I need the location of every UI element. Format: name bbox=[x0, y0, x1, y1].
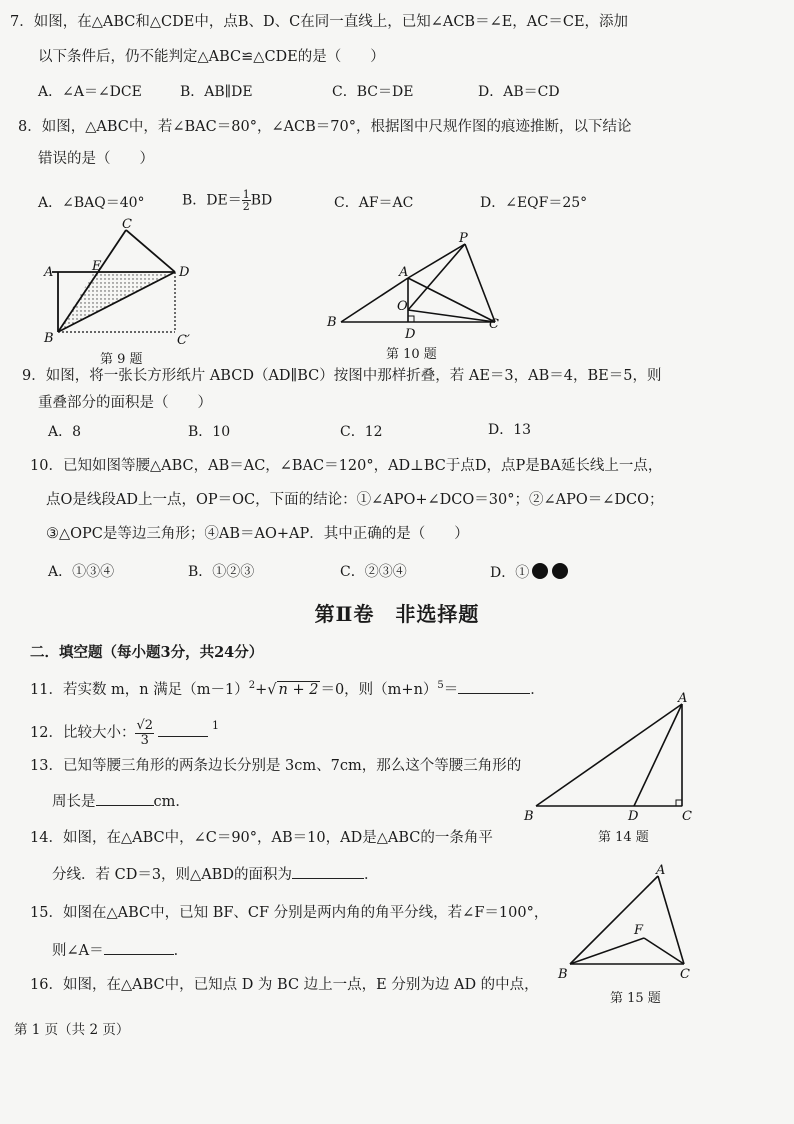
page-footer: 第 1 页（共 2 页） bbox=[14, 1022, 130, 1038]
q8-option-b-prefix: B．DE＝ bbox=[182, 192, 242, 209]
q12-tail: 1 bbox=[212, 719, 220, 732]
fig9-label-a: A bbox=[44, 265, 54, 280]
q11-end: ． bbox=[530, 681, 545, 698]
fig15-label-f: F bbox=[634, 923, 644, 938]
fig9-label-b: B bbox=[44, 331, 54, 346]
q16-stem-line1: 16．如图，在△ABC中，已知点 D 为 BC 边上一点，E 分别为边 AD 的中点， bbox=[30, 977, 539, 993]
fill-in-section-heading: 二．填空题（每小题3分，共24分） bbox=[30, 644, 264, 661]
q8-stem-line2: 错误的是（ ） bbox=[38, 151, 154, 167]
fig14-label-b: B bbox=[524, 809, 534, 824]
fig10-label-a: A bbox=[399, 265, 409, 280]
q13-stem-line2 bbox=[52, 791, 190, 812]
q9-option-c: C．12 bbox=[340, 424, 383, 440]
q13-answer-blank[interactable] bbox=[96, 791, 154, 806]
q9-option-d: D．13 bbox=[488, 422, 532, 438]
q10-stem-line3: ③△OPC是等边三角形；④AB＝AO+AP．其中正确的是（ ） bbox=[46, 526, 469, 542]
fig10-label-o: O bbox=[397, 299, 408, 314]
fig10-label-b: B bbox=[327, 315, 337, 330]
figure-9-caption: 第 9 题 bbox=[100, 352, 143, 367]
figure-15-diagram bbox=[556, 862, 706, 982]
q11-sqrt-content: n + 2 bbox=[278, 681, 319, 698]
q7-stem-line2: 以下条件后，仍不能判定△ABC≌△CDE的是（ ） bbox=[38, 49, 385, 65]
q14-prefix: 分线．若 CD＝3，则△ABD的面积为 bbox=[52, 867, 292, 883]
q8-fraction-denominator: 2 bbox=[242, 200, 250, 213]
q12-prefix: 12．比较大小： bbox=[30, 725, 136, 741]
fig15-label-c: C bbox=[680, 967, 690, 982]
fig9-label-c: C bbox=[122, 217, 132, 232]
fig14-label-a: A bbox=[678, 691, 688, 706]
q9-option-a: A．8 bbox=[48, 424, 82, 440]
q15-prefix: 则∠A＝ bbox=[52, 943, 104, 959]
q11-mid: ＝0，则（m+n） bbox=[320, 681, 438, 698]
figure-10-caption: 第 10 题 bbox=[386, 347, 437, 362]
q9-option-b: B．10 bbox=[188, 424, 231, 440]
fig15-label-a: A bbox=[656, 863, 666, 878]
q8-option-c: C．AF＝AC bbox=[334, 195, 414, 211]
q14-suffix: ． bbox=[363, 867, 379, 883]
q13-prefix: 周长是 bbox=[52, 794, 96, 810]
q11-prefix: 11．若实数 m，n 满足（m－1） bbox=[30, 681, 249, 698]
q10-option-c: C．②③④ bbox=[340, 564, 407, 580]
q7-stem-line1: 7．如图，在△ABC和△CDE中，点B、D、C在同一直线上，已知∠ACB＝∠E，AC＝CE，添加 bbox=[10, 14, 629, 30]
fig9-label-c-prime: C′ bbox=[177, 333, 190, 348]
section-2-title: 第Ⅱ卷 非选择题 bbox=[314, 602, 480, 626]
q11-plus: + bbox=[255, 681, 268, 698]
q12-answer-blank[interactable] bbox=[158, 722, 208, 737]
fig14-label-c: C bbox=[682, 809, 692, 824]
q14-answer-blank[interactable] bbox=[292, 864, 364, 879]
q15-answer-blank[interactable] bbox=[104, 940, 174, 955]
q7-option-b: B．AB∥DE bbox=[180, 84, 253, 100]
q8-option-d: D．∠EQF＝25° bbox=[480, 195, 588, 211]
q11-stem: 11．若实数 m，n 满足$(m-1)^2+√$ n + 2 ＝0，则$(m+n)^5=$ ． bbox=[30, 680, 545, 698]
figure-14-diagram bbox=[522, 692, 702, 822]
q8-option-b-fraction bbox=[242, 189, 251, 212]
q14-stem-line2 bbox=[52, 864, 378, 885]
q11-answer-blank[interactable] bbox=[458, 679, 530, 694]
q13-stem-line1: 13．已知等腰三角形的两条边长分别是 3cm、7cm，那么这个等腰三角形的 bbox=[30, 758, 522, 774]
q10-stem-line2: 点O是线段AD上一点，OP＝OC，下面的结论：①∠APO+∠DCO＝30°；②∠APO＝∠DCO； bbox=[46, 492, 664, 508]
fig15-label-b: B bbox=[558, 967, 568, 982]
q15-stem-line2 bbox=[52, 940, 188, 961]
q7-option-c: C．BC＝DE bbox=[332, 84, 414, 100]
q15-suffix: ． bbox=[173, 943, 189, 959]
q12-fraction bbox=[135, 719, 154, 748]
q10-option-d bbox=[490, 562, 571, 583]
fig10-label-d: D bbox=[405, 327, 416, 342]
q12-fraction-numerator: √2 bbox=[136, 717, 154, 733]
q12-fraction-denominator: 3 bbox=[140, 732, 149, 748]
fig9-label-e: E bbox=[92, 259, 102, 274]
q8-option-b bbox=[182, 189, 272, 212]
q10-option-d-text: D．① bbox=[490, 565, 530, 581]
fig9-label-d: D bbox=[179, 265, 190, 280]
q11-equals: ＝ bbox=[443, 681, 459, 698]
q8-option-a: A．∠BAQ＝40° bbox=[38, 195, 145, 211]
q8-option-b-suffix: BD bbox=[250, 192, 273, 209]
q7-option-a: A．∠A＝∠DCE bbox=[38, 84, 142, 100]
q8-fraction-numerator: 1 bbox=[242, 188, 250, 201]
fig10-label-c: C bbox=[489, 317, 499, 332]
figure-14-caption: 第 14 题 bbox=[598, 830, 649, 845]
q10-option-a: A．①③④ bbox=[48, 564, 115, 580]
q11-exponent-5: 5 bbox=[437, 680, 444, 691]
q14-stem-line1: 14．如图，在△ABC中，∠C＝90°，AB＝10，AD是△ABC的一条角平 bbox=[30, 830, 493, 846]
q8-stem-line1: 8．如图，△ABC中，若∠BAC＝80°，∠ACB＝70°，根据图中尺规作图的痕迹推断，以下结论 bbox=[18, 119, 632, 135]
q10-stem-line1: 10．已知如图等腰△ABC，AB＝AC，∠BAC＝120°，AD⊥BC于点D，点P是BA延长线上一点， bbox=[30, 458, 663, 474]
q9-stem-line2: 重叠部分的面积是（ ） bbox=[38, 395, 212, 411]
q13-suffix: cm． bbox=[153, 794, 190, 810]
q10-option-b: B．①②③ bbox=[188, 564, 255, 580]
q9-stem-line1: 9．如图，将一张长方形纸片 ABCD（AD∥BC）按图中那样折叠，若 AE＝3，AB＝4，BE＝5，则 bbox=[22, 368, 662, 384]
q10-option-d-blot-marks bbox=[531, 562, 571, 580]
q15-stem-line1: 15．如图在△ABC中，已知 BF、CF 分别是两内角的角平分线，若∠F＝100°， bbox=[30, 905, 549, 921]
figure-15-caption: 第 15 题 bbox=[610, 991, 661, 1006]
q11-exponent-2: 2 bbox=[248, 680, 256, 691]
fig14-label-d: D bbox=[628, 809, 639, 824]
q12-stem bbox=[30, 713, 219, 748]
figure-9-diagram bbox=[40, 218, 200, 348]
figure-10-diagram bbox=[325, 232, 515, 342]
fig10-label-p: P bbox=[459, 231, 468, 246]
q7-option-d: D．AB＝CD bbox=[478, 84, 560, 100]
